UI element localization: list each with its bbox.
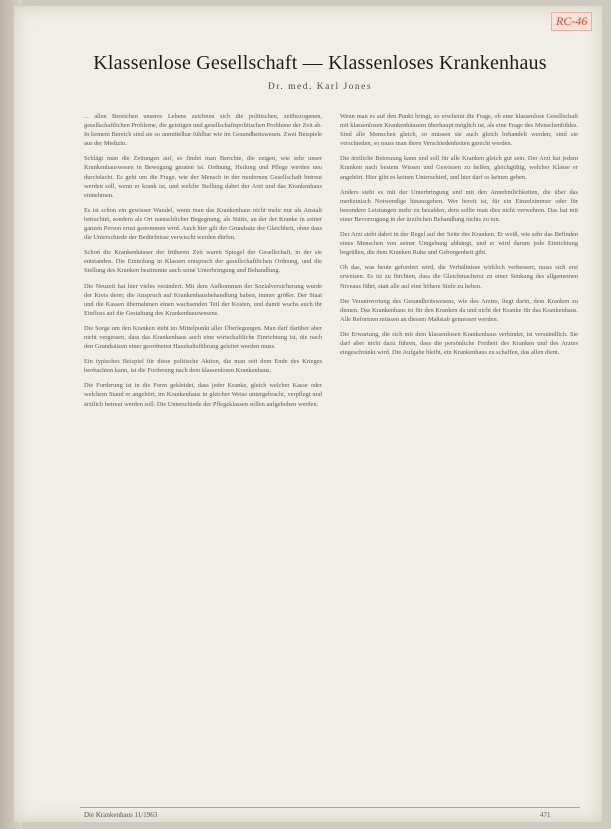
library-stamp: RC-46 xyxy=(551,12,592,31)
paragraph: Ein typisches Beispiel für diese politische Aktion, die man seit dem Ende des Krieges beobachten kann, ist die Forderung nach dem klassenlosen Krankenhaus. xyxy=(84,358,322,375)
paragraph: Wenn man es auf den Punkt bringt, so erscheint die Frage, ob eine klassenlose Gesellschaft mit klassenlosen Krankenhäusern überhaupt möglich ist, als eine Frage des Menschenbildes. Sind alle Menschen gleich, so müssen sie auch gleich behandelt werden; sind sie verschieden, so muss man ihren Verschiedenheiten gerecht werden. xyxy=(340,113,578,148)
paragraph: Schlägt man die Zeitungen auf, so findet man Berichte, die zeigen, wie sehr unser Krankenhauswesen in Bewegung geraten ist. Ordnung, Heilung und Pflege werden neu durchdacht. Es geht um die Frage, wie der Mensch in der modernen Gesellschaft betreut werden soll, wenn er krank ist, und welche Stellung dabei der Arzt und das Krankenhaus einnehmen. xyxy=(84,155,322,199)
paragraph: Der Arzt steht dabei in der Regel auf der Seite des Kranken. Er weiß, wie sehr das Befinden eines Menschen von seiner Umgebung abhängt, und er wird darum jede Einrichtung begrüßen, die dem Kranken Ruhe und Geborgenheit gibt. xyxy=(340,231,578,257)
paragraph: Anders steht es mit der Unterbringung und mit den Annehmlichkeiten, die über das medizinisch Notwendige hinausgehen. Wer bereit ist, für ein Einzelzimmer oder für besondere Leistungen mehr zu bezahlen, dem sollte man dies nicht verwehren. Das hat mit einer Bevorzugung in der ärztlichen Behandlung nichts zu tun. xyxy=(340,188,578,223)
paragraph: Die ärztliche Betreuung kann und soll für alle Kranken gleich gut sein. Der Arzt hat jedem Kranken nach bestem Wissen und Gewissen zu helfen, gleichgültig, welcher Klasse er angehört. Hier gibt es keinen Unterschied, und hier darf es keinen geben. xyxy=(340,155,578,181)
paragraph: Ob das, was heute gefordert wird, die Verhältnisse wirklich verbessert, muss sich erst erweisen. Es ist zu fürchten, dass die Gleichmacherei zu einer Senkung des allgemeinen Niveaus führt, statt alle auf eine höhere Stufe zu heben. xyxy=(340,264,578,290)
text-column-right xyxy=(340,112,578,363)
paragraph: Die Verantwortung des Gesundheitswesens, wie des Arztes, liegt darin, dem Kranken zu dienen. Das Krankenhaus ist für den Kranken da und nicht der Kranke für das Krankenhaus. Alle Reformen müssen an diesem Maßstab gemessen werden. xyxy=(340,297,578,323)
paragraph: ... allen Bereichen unseres Lebens zeichnen sich die politischen, zeitbezogenen, gesellschaftlichen Probleme, die geistigen und gesellschaftspolitischen Probleme der Zeit ab. In keinem Bereich sind sie so unmittelbar fühlbar wie im Gesundheitswesen. Zwei Beispiele aus der Medizin. xyxy=(84,113,322,148)
paragraph: Die Forderung ist in die Form gekleidet, dass jeder Kranke, gleich welcher Kasse oder welchem Stand er angehört, im Krankenhaus in gleicher Weise untergebracht, verpflegt und ärztlich betreut werden soll. Die Unterschiede der Pflegeklassen sollen aufgehoben werden. xyxy=(84,382,322,408)
article-author: Dr. med. Karl Jones xyxy=(267,82,373,92)
paragraph: Schon die Krankenhäuser der früheren Zeit waren Spiegel der Gesellschaft, in der sie entstanden. Die Einteilung in Klassen entsprach der gesellschaftlichen Ordnung, und die Stellung des Kranken bestimmte auch seine Unterbringung und Behandlung. xyxy=(84,249,322,275)
article-title: Klassenlose Gesellschaft — Klassenloses Krankenhaus xyxy=(93,52,547,74)
paragraph: Die Neuzeit hat hier vieles verändert. Mit dem Aufkommen der Sozialversicherung wurde der Kreis derer, die Anspruch auf Krankenhausbehandlung haben, immer größer. Der Staat und die Kassen übernahmen einen wachsenden Teil der Kosten, und damit wuchs auch ihr Einfluss auf die Gestaltung des Krankenhauswesens. xyxy=(84,282,322,317)
footer-rule xyxy=(80,807,580,808)
journal-citation: Die Krankenhaus 11/1963 xyxy=(84,811,158,819)
paragraph: Die Sorge um den Kranken steht im Mittelpunkt aller Überlegungen. Man darf darüber aber nicht vergessen, dass das Krankenhaus auch eine wirtschaftliche Einrichtung ist, die nach den Grundsätzen einer geordneten Haushaltsführung geleitet werden muss. xyxy=(84,324,322,351)
paragraph: Es ist schon ein gewisser Wandel, wenn man das Krankenhaus nicht mehr nur als Anstalt betrachtet, sondern als Ort menschlicher Begegnung, als Stätte, an der der Kranke in seiner ganzen Person ernst genommen wird. Auch hier gilt der Grundsatz der Gleichheit, ohne dass die Unterschiede der Bedürfnisse verwischt werden dürfen. xyxy=(84,206,322,242)
text-column-left xyxy=(84,112,322,415)
paragraph: Die Erwartung, die sich mit dem klassenlosen Krankenhaus verbindet, ist verständlich. Sie darf aber nicht dazu führen, dass die persönliche Freiheit des Kranken und des Arztes eingeschränkt wird. Die Aufgabe bleibt, ein Krankenhaus zu schaffen, das allen dient. xyxy=(340,330,578,357)
page-number: 471 xyxy=(540,811,551,819)
